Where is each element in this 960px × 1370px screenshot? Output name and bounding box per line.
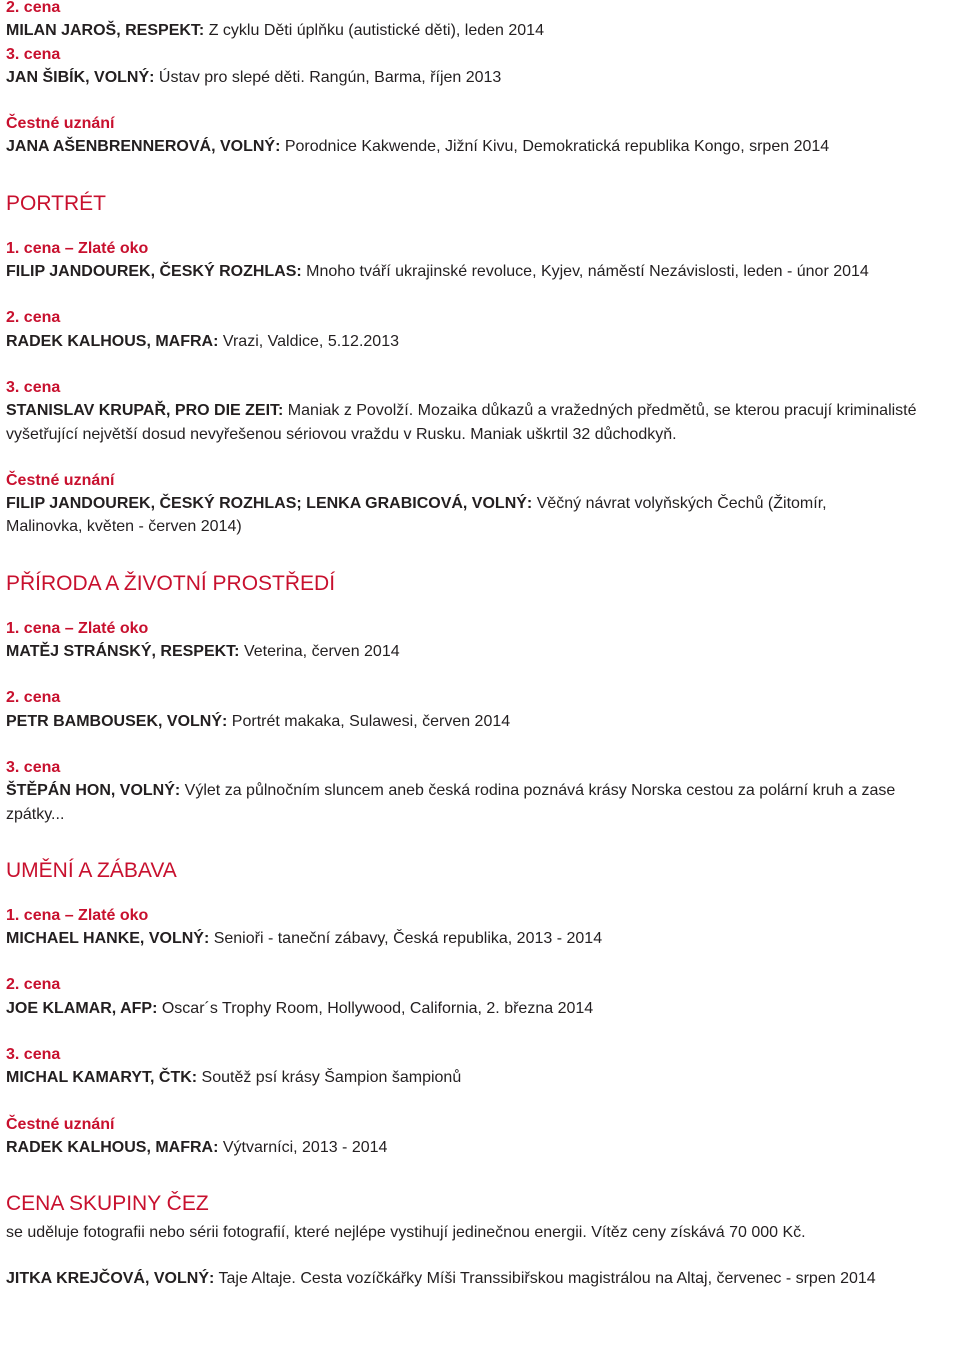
- work-title: Výlet za půlnočním sluncem aneb česká rodina poznává krásy Norska cestou za polární kruh a zase zpátky...: [6, 782, 896, 823]
- author-name: JITKA KREJČOVÁ, VOLNÝ:: [6, 1269, 215, 1287]
- work-title: Výtvarníci, 2013 - 2014: [218, 1138, 388, 1156]
- award-entry: [6, 376, 956, 446]
- entry-line: [6, 710, 956, 733]
- entry-line: [6, 1136, 956, 1159]
- work-title: Z cyklu Děti úplňku (autistické děti), leden 2014: [204, 22, 544, 40]
- award-label: Čestné uznání: [6, 115, 115, 133]
- entry-line: [6, 640, 956, 663]
- work-title: Porodnice Kakwende, Jižní Kivu, Demokratická republika Kongo, srpen 2014: [280, 138, 830, 156]
- author-name: MICHAEL HANKE, VOLNÝ:: [6, 930, 210, 948]
- entry-line: [6, 19, 956, 42]
- award-entry: [6, 1113, 956, 1160]
- section-title-umeni: UMĚNÍ A ZÁBAVA: [6, 858, 177, 882]
- work-title: Věčný návrat volyňských Čechů (Žitomír, Malinovka, květen - červen 2014): [6, 495, 827, 536]
- author-name: ŠTĚPÁN HON, VOLNÝ:: [6, 782, 181, 800]
- author-name: JANA AŠENBRENNEROVÁ, VOLNÝ:: [6, 138, 281, 156]
- award-label: 1. cena – Zlaté oko: [6, 239, 149, 257]
- entry-line: [6, 927, 956, 950]
- author-name: JOE KLAMAR, AFP:: [6, 999, 158, 1017]
- award-label: 3. cena: [6, 758, 61, 776]
- award-label: 2. cena: [6, 0, 61, 16]
- entry-line: [6, 1066, 956, 1089]
- award-entry: [6, 904, 956, 951]
- author-name: JAN ŠIBÍK, VOLNÝ:: [6, 68, 155, 86]
- work-title: Portrét makaka, Sulawesi, červen 2014: [227, 712, 511, 730]
- author-name: FILIP JANDOUREK, ČESKÝ ROZHLAS; LENKA GRABICOVÁ, VOLNÝ:: [6, 495, 533, 513]
- award-entry: [6, 306, 956, 353]
- entry-line: [6, 779, 956, 826]
- award-entry: [6, 756, 956, 826]
- work-title: Soutěž psí krásy Šampion šampionů: [197, 1069, 462, 1087]
- award-entry: [6, 469, 956, 539]
- award-label: 1. cena – Zlaté oko: [6, 619, 149, 637]
- author-name: MILAN JAROŠ, RESPEKT:: [6, 22, 205, 40]
- award-label: 2. cena: [6, 309, 61, 327]
- entry-line: [6, 492, 836, 539]
- work-title: Vrazi, Valdice, 5.12.2013: [218, 332, 399, 350]
- award-entry: [6, 1043, 956, 1090]
- author-name: MICHAL KAMARYT, ČTK:: [6, 1069, 198, 1087]
- author-name: MATĚJ STRÁNSKÝ, RESPEKT:: [6, 643, 240, 661]
- award-label: Čestné uznání: [6, 1115, 115, 1133]
- award-entry: [6, 617, 956, 664]
- entry-line: [6, 135, 956, 158]
- document-page: [6, 0, 956, 1290]
- award-label: 3. cena: [6, 45, 61, 63]
- entry-line: [6, 1267, 956, 1290]
- author-name: RADEK KALHOUS, MAFRA:: [6, 332, 219, 350]
- award-label: 3. cena: [6, 1046, 61, 1064]
- entry-line: [6, 330, 956, 353]
- award-label: 1. cena – Zlaté oko: [6, 906, 149, 924]
- work-title: Senioři - taneční zábavy, Česká republika, 2013 - 2014: [209, 930, 603, 948]
- work-title: Taje Altaje. Cesta vozíčkářky Míši Transsibiřskou magistrálou na Altaj, červenec - srpen 2014: [214, 1269, 876, 1287]
- section-title-priroda: PŘÍRODA A ŽIVOTNÍ PROSTŘEDÍ: [6, 571, 336, 595]
- award-entry: [6, 686, 956, 733]
- award-entry: [6, 112, 956, 159]
- work-title: Veterina, červen 2014: [239, 643, 400, 661]
- cez-description: se uděluje fotografii nebo sérii fotografií, které nejlépe vystihují jedinečnou energii. Vítěz ceny získává 70 000 Kč.: [6, 1224, 806, 1242]
- award-entry: [6, 973, 956, 1020]
- author-name: FILIP JANDOUREK, ČESKÝ ROZHLAS:: [6, 263, 302, 281]
- work-title: Oscar´s Trophy Room, Hollywood, California, 2. března 2014: [157, 999, 594, 1017]
- work-title: Maniak z Povolží. Mozaika důkazů a vražedných předmětů, se kterou pracují kriminalisté vyšetřující největší dosud nevyřešenou sériovou vraždu v Rusku. Maniak uškrtil 32 důchodkyň.: [6, 402, 917, 443]
- award-label: 2. cena: [6, 976, 61, 994]
- section-title-cez: CENA SKUPINY ČEZ: [6, 1192, 209, 1216]
- award-label: Čestné uznání: [6, 471, 115, 489]
- entry-line: [6, 997, 956, 1020]
- award-label: 2. cena: [6, 689, 61, 707]
- award-label: 3. cena: [6, 378, 61, 396]
- award-entry: [6, 237, 956, 284]
- award-entry: [6, 43, 956, 90]
- entry-line: [6, 260, 956, 283]
- author-name: STANISLAV KRUPAŘ, PRO DIE ZEIT:: [6, 402, 284, 420]
- work-title: Ústav pro slepé děti. Rangún, Barma, říjen 2013: [154, 68, 502, 86]
- author-name: RADEK KALHOUS, MAFRA:: [6, 1138, 219, 1156]
- author-name: PETR BAMBOUSEK, VOLNÝ:: [6, 712, 228, 730]
- work-title: Mnoho tváří ukrajinské revoluce, Kyjev, náměstí Nezávislosti, leden - únor 2014: [301, 263, 869, 281]
- section-title-portret: PORTRÉT: [6, 191, 106, 215]
- entry-line: [6, 399, 956, 446]
- award-entry: [6, 0, 956, 43]
- entry-line: [6, 66, 956, 89]
